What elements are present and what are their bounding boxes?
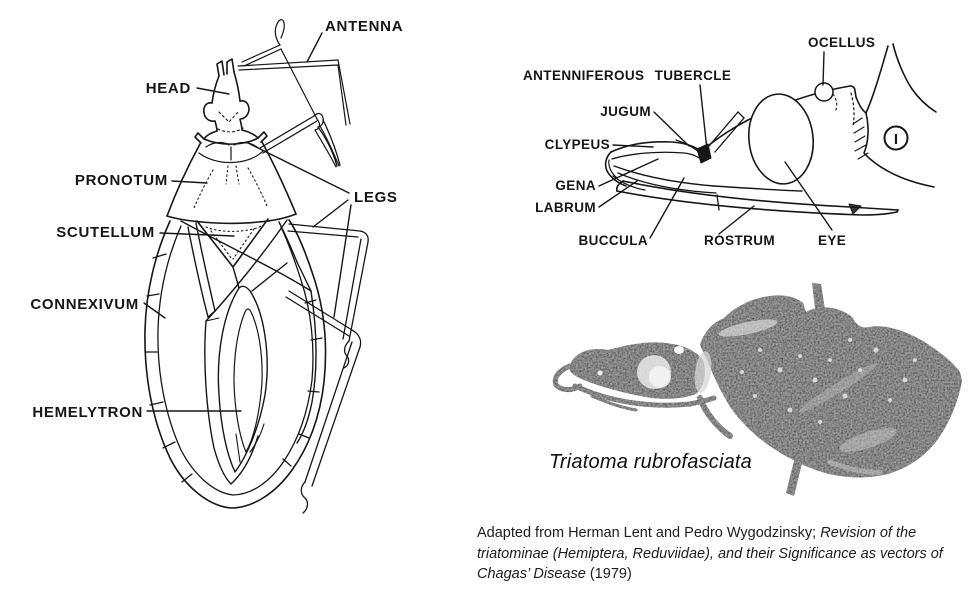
head-lateral-drawing xyxy=(523,35,936,248)
leader-pronotum xyxy=(172,181,207,183)
label-labrum: LABRUM xyxy=(535,200,596,215)
label-pronotum: PRONOTUM xyxy=(74,172,168,189)
label-legs: LEGS xyxy=(354,189,398,206)
leader-legs-1 xyxy=(246,142,349,193)
bug-hemelytra xyxy=(181,220,316,484)
label-ocellus: OCELLUS xyxy=(808,35,876,50)
leader-rostrum xyxy=(719,206,754,234)
antenniferous-tubercle-shape xyxy=(697,144,711,163)
leader-legs-3 xyxy=(334,205,351,317)
plate-number: I xyxy=(893,131,899,148)
citation-prefix: Adapted from Herman Lent and Pedro Wygodzinsky; xyxy=(477,525,821,541)
leader-scutellum xyxy=(160,233,234,236)
leader-legs-2 xyxy=(313,200,348,227)
photo-foreleg xyxy=(700,398,730,436)
label-head: HEAD xyxy=(145,80,191,97)
leader-eye xyxy=(785,162,832,230)
plate-number-badge xyxy=(885,127,908,150)
label-connexivum: CONNEXIVUM xyxy=(30,296,139,313)
leader-antenniferous-tubercle xyxy=(700,85,707,150)
label-scutellum: SCUTELLUM xyxy=(56,224,155,241)
leader-ocellus xyxy=(823,52,824,85)
ocellus-shape xyxy=(815,83,833,101)
label-rostrum: ROSTRUM xyxy=(704,233,776,248)
citation-title: Revision of the triatominae (Hemiptera, Reduviidae), and their Significance as vectors of Chagas’ Disease xyxy=(477,525,943,583)
dorsal-view-drawing xyxy=(30,18,403,513)
citation-year: (1979) xyxy=(585,566,632,583)
jugum-outline xyxy=(676,140,699,152)
label-hemelytron: HEMELYTRON xyxy=(32,404,143,421)
label-gena: GENA xyxy=(555,178,596,193)
label-antenna: ANTENNA xyxy=(325,18,404,35)
label-eye: EYE xyxy=(818,233,847,248)
eye-shape xyxy=(744,91,817,187)
leader-connexivum xyxy=(144,303,165,318)
label-clypeus: CLYPEUS xyxy=(544,137,610,152)
leader-antenna xyxy=(307,33,322,62)
label-antenniferous-tubercle: ANTENNIFEROUS TUBERCLE xyxy=(523,68,732,83)
neck-hatching xyxy=(853,118,868,159)
citation-text xyxy=(477,523,969,585)
label-jugum: JUGUM xyxy=(600,104,651,119)
photo-caption: Triatoma rubrofasciata xyxy=(549,451,752,473)
clypeus-outline xyxy=(611,142,702,152)
label-buccula: BUCCULA xyxy=(578,233,648,248)
bug-pronotum xyxy=(167,130,296,223)
leader-clypeus xyxy=(613,145,653,147)
leader-jugum xyxy=(654,112,689,146)
